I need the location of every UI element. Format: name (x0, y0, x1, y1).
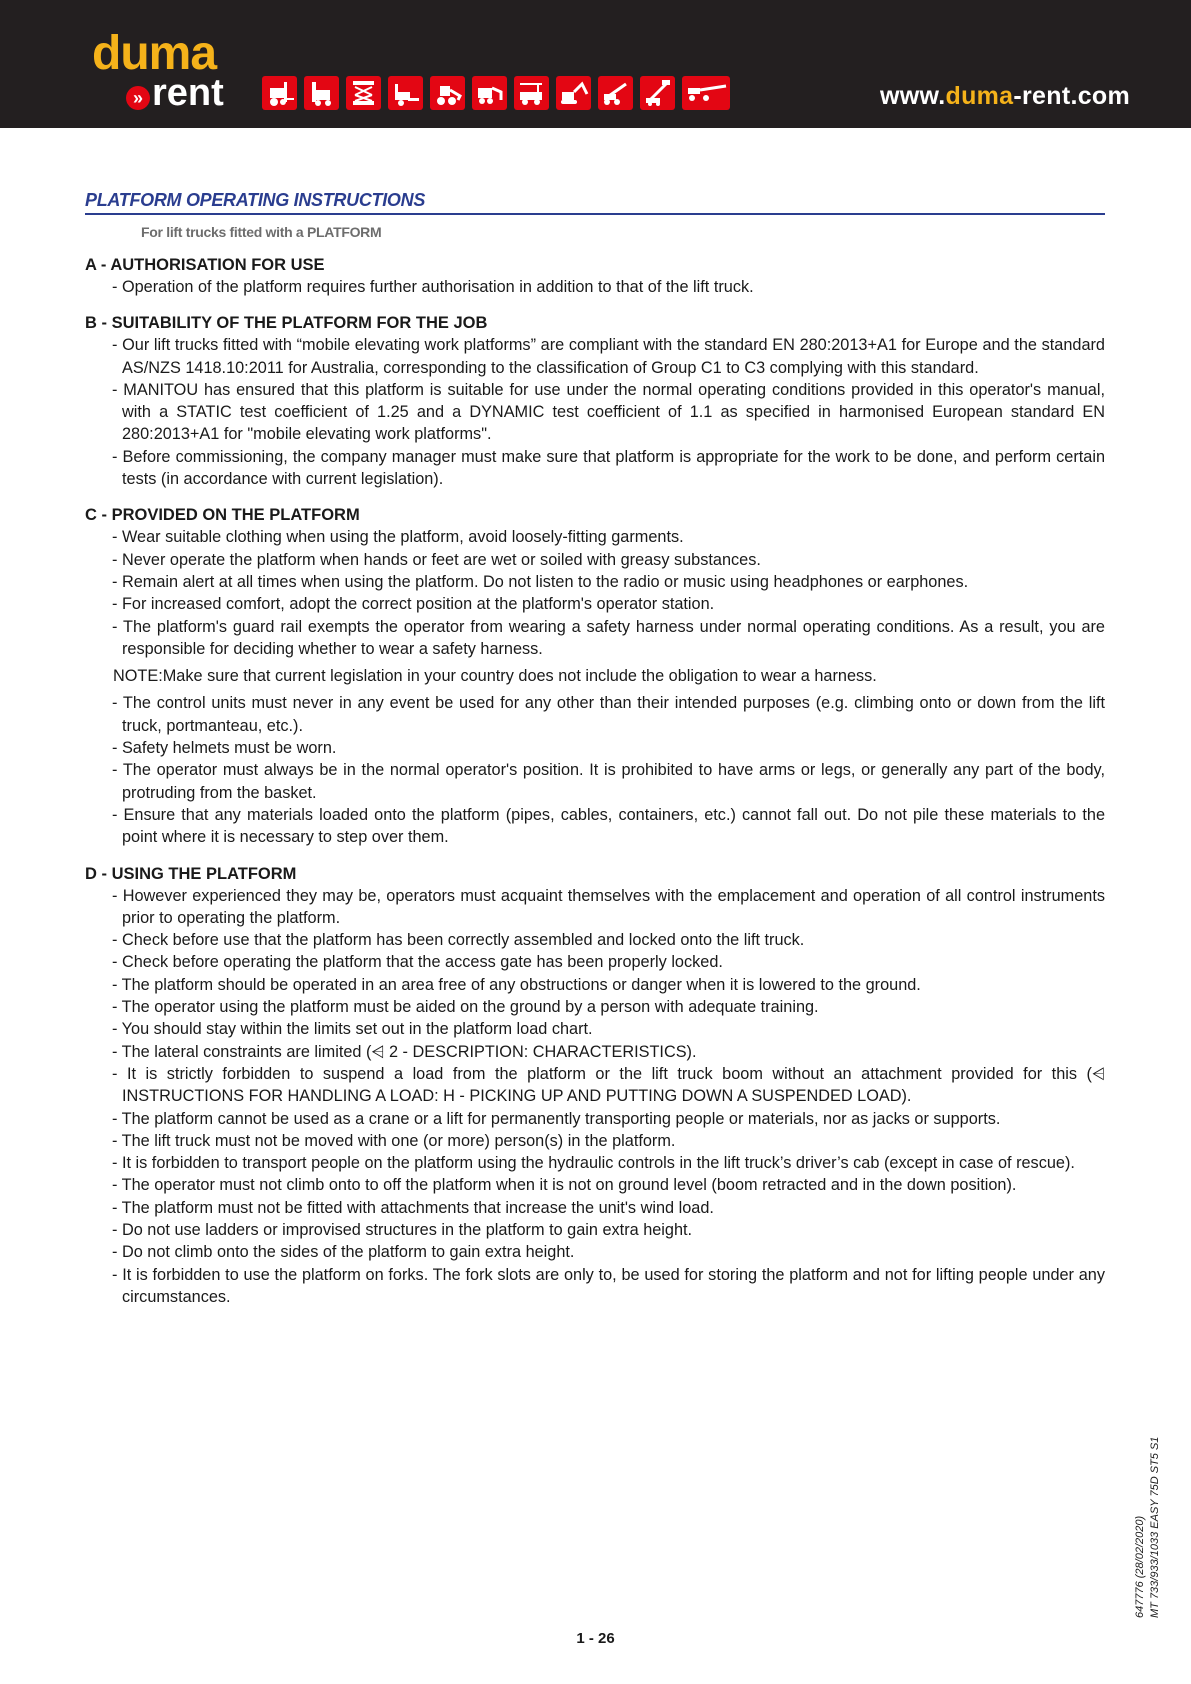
crane-truck-icon (514, 76, 549, 110)
pallet-truck-icon (388, 76, 423, 110)
page-header (0, 0, 1191, 128)
list-item: - Do not climb onto the sides of the platform to gain extra height. (112, 1243, 575, 1262)
url-suffix: -rent.com (1013, 82, 1130, 110)
section-heading-b: B - SUITABILITY OF THE PLATFORM FOR THE JOB (85, 314, 488, 333)
list-item: - It is forbidden to transport people on the platform using the hydraulic controls in the lift truck’s driver’s cab (except in case of rescue). (112, 1154, 1075, 1173)
logo-rent-text: rent (152, 72, 224, 114)
note-text: NOTE:Make sure that current legislation in your country does not include the obligation to wear a harness. (113, 667, 877, 686)
list-item: - The platform cannot be used as a crane or a lift for permanently transporting people or materials, nor as jacks or supports. (112, 1109, 1001, 1128)
list-item: - The lateral constraints are limited (⩤ 2 - DESCRIPTION: CHARACTERISTICS). (112, 1042, 697, 1061)
telehandler-icon (598, 76, 633, 110)
document-code-line2: MT 733/933/1033 EASY 75D ST5 S1 (1149, 1436, 1161, 1618)
section-heading-c: C - PROVIDED ON THE PLATFORM (85, 506, 360, 525)
list-item: - The platform's guard rail exempts the operator from wearing a safety harness under normal operating conditions. As a result, you are responsible for deciding whether to wear a safety harness. (112, 617, 1105, 658)
list-item: - The platform should be operated in an area free of any obstructions or danger when it is lowered to the ground. (112, 975, 921, 994)
list-item: - The operator must not climb onto to off the platform when it is not on ground level (boom retracted and in the down position). (112, 1176, 1017, 1195)
forklift-icon (262, 76, 297, 110)
logo-duma-text: duma (92, 27, 217, 80)
url-prefix: www. (879, 82, 946, 110)
list-item: - You should stay within the limits set out in the platform load chart. (112, 1020, 593, 1039)
machine-icon-row (262, 76, 730, 110)
excavator-icon (556, 76, 591, 110)
loader-icon (430, 76, 465, 110)
scissor-lift-icon (346, 76, 381, 110)
page-number: 1 - 26 (576, 1630, 615, 1647)
list-item: - The operator using the platform must be aided on the ground by a person with adequate training. (112, 998, 819, 1017)
list-item: - Check before operating the platform that the access gate has been properly locked. (112, 953, 723, 972)
list-item: - Never operate the platform when hands or feet are wet or soiled with greasy substances. (112, 550, 761, 569)
list-item: - For increased comfort, adopt the correct position at the platform's operator station. (112, 595, 715, 614)
list-item: - The platform must not be fitted with attachments that increase the unit's wind load. (112, 1198, 714, 1217)
logo-arrow-icon: » (126, 86, 150, 110)
list-item: - MANITOU has ensured that this platform is suitable for use under the normal operating conditions provided in this operator's manual, with a STATIC test coefficient of 1.25 and a DYNAMIC test coefficient of 1.1 as specified in harmonised European standard EN 280:2013+A1 for "mobile elevating work platforms". (112, 380, 1105, 444)
duma-rent-logo[interactable] (92, 27, 242, 116)
list-item: - The lift truck must not be moved with one (or more) person(s) in the platform. (112, 1131, 676, 1150)
boom-lift-icon (640, 76, 675, 110)
aerial-platform-icon (682, 76, 730, 110)
url-accent: duma (945, 82, 1014, 110)
list-item: - Safety helmets must be worn. (112, 739, 337, 758)
list-item: - Do not use ladders or improvised structures in the platform to gain extra height. (112, 1220, 693, 1239)
list-item: - Operation of the platform requires further authorisation in addition to that of the lift truck. (112, 278, 754, 296)
list-item: - The control units must never in any event be used for any other than their intended purposes (e.g. climbing onto or down from the lift truck, portmanteau, etc.). (112, 694, 1105, 735)
document-code (1133, 1438, 1163, 1618)
list-item: - Remain alert at all times when using the platform. Do not listen to the radio or music using headphones or earphones. (112, 572, 969, 591)
page-title: PLATFORM OPERATING INSTRUCTIONS (85, 190, 1105, 215)
list-item: - Check before use that the platform has been correctly assembled and locked onto the lift truck. (112, 931, 805, 950)
list-item: - Wear suitable clothing when using the platform, avoid loosely-fitting garments. (112, 528, 684, 547)
list-item: - The operator must always be in the normal operator's position. It is prohibited to have arms or legs, or generally any part of the body, protruding from the basket. (112, 761, 1105, 802)
page-subtitle: For lift trucks fitted with a PLATFORM (141, 224, 382, 240)
section-heading-a: A - AUTHORISATION FOR USE (85, 256, 325, 274)
section-heading-d: D - USING THE PLATFORM (85, 864, 297, 883)
document-code-line1: 647776 (28/02/2020) (1134, 1515, 1146, 1618)
list-item: - Our lift trucks fitted with “mobile elevating work platforms” are compliant with the standard EN 280:2013+A1 for Europe and the standard AS/NZS 1418.10:2011 for Australia, corresponding to the classification of Group C1 to C3 complying with this standard. (112, 336, 1105, 377)
list-item: - It is forbidden to use the platform on forks. The fork slots are only to, be used for storing the platform and not for lifting people under any circumstances. (112, 1265, 1105, 1306)
list-item: - It is strictly forbidden to suspend a load from the platform or the lift truck boom without an attachment provided for this (⩤ INSTRUCTIONS FOR HANDLING A LOAD: H - PICKING UP AND PUTTING DOWN A SUSPENDED LOAD). (112, 1064, 1105, 1106)
warehouse-truck-icon (304, 76, 339, 110)
list-item: - Before commissioning, the company manager must make sure that platform is appropriate for the work to be done, and perform certain tests (in accordance with current legislation). (112, 447, 1105, 489)
list-item: - Ensure that any materials loaded onto the platform (pipes, cables, containers, etc.) cannot fall out. Do not pile these materials to the point where it is necessary to step over them. (112, 805, 1105, 847)
list-item: - However experienced they may be, operators must acquaint themselves with the emplacement and operation of all control instruments prior to operating the platform. (112, 886, 1105, 927)
document-body (85, 190, 1105, 1308)
website-link[interactable] (880, 82, 1130, 111)
compact-loader-icon (472, 76, 507, 110)
